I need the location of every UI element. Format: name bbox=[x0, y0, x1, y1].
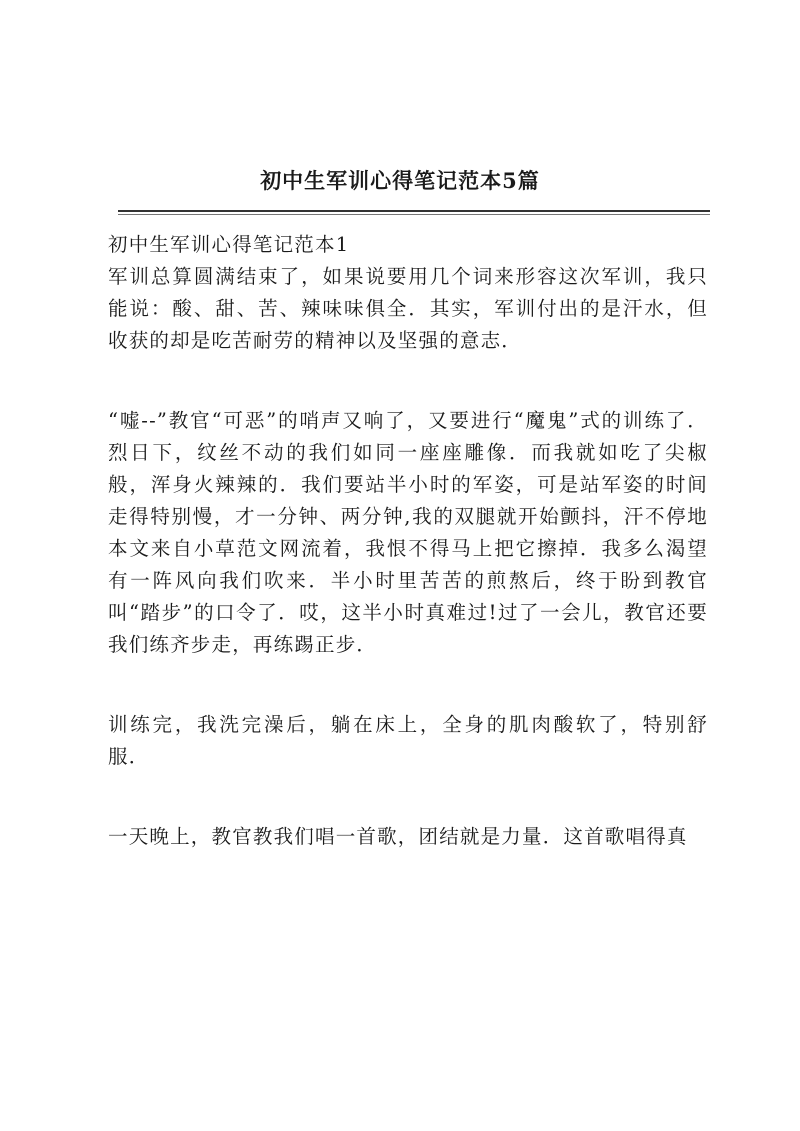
paragraph-spacer bbox=[108, 773, 708, 821]
document-title: 初中生军训心得笔记范本5篇 bbox=[260, 168, 540, 193]
paragraph-3: 训练完，我洗完澡后，躺在床上，全身的肌肉酸软了，特别舒服． bbox=[108, 713, 708, 768]
title-divider-thin bbox=[118, 214, 710, 215]
document-body bbox=[108, 229, 708, 853]
paragraph-spacer bbox=[108, 357, 708, 405]
paragraph-spacer bbox=[108, 661, 708, 709]
title-divider-thick bbox=[118, 210, 710, 212]
paragraph-4: 一天晚上，教官教我们唱一首歌，团结就是力量．这首歌唱得真 bbox=[108, 825, 688, 848]
section-heading: 初中生军训心得笔记范本1 bbox=[108, 233, 350, 256]
paragraph-1: 军训总算圆满结束了，如果说要用几个词来形容这次军训，我只能说：酸、甜、苦、辣味味俱全．其实，军训付出的是汗水，但收获的却是吃苦耐劳的精神以及坚强的意志． bbox=[108, 265, 708, 352]
paragraph-2: “嘘--”教官“可恶”的哨声又响了，又要进行“魔鬼”式的训练了．烈日下，纹丝不动的我们如同一座座雕像．而我就如吃了尖椒般，浑身火辣辣的．我们要站半小时的军姿，可是站军姿的时间走得特别慢，才一分钟、两分钟,我的双腿就开始颤抖，汗不停地本文来自小草范文网流着，我恨不得马上把它擦掉．我多么渴望有一阵风向我们吹来．半小时里苦苦的煎熬后，终于盼到教官叫“踏步”的口令了．哎，这半小时真难过!过了一会儿，教官还要我们练齐步走，再练踢正步． bbox=[108, 409, 708, 656]
